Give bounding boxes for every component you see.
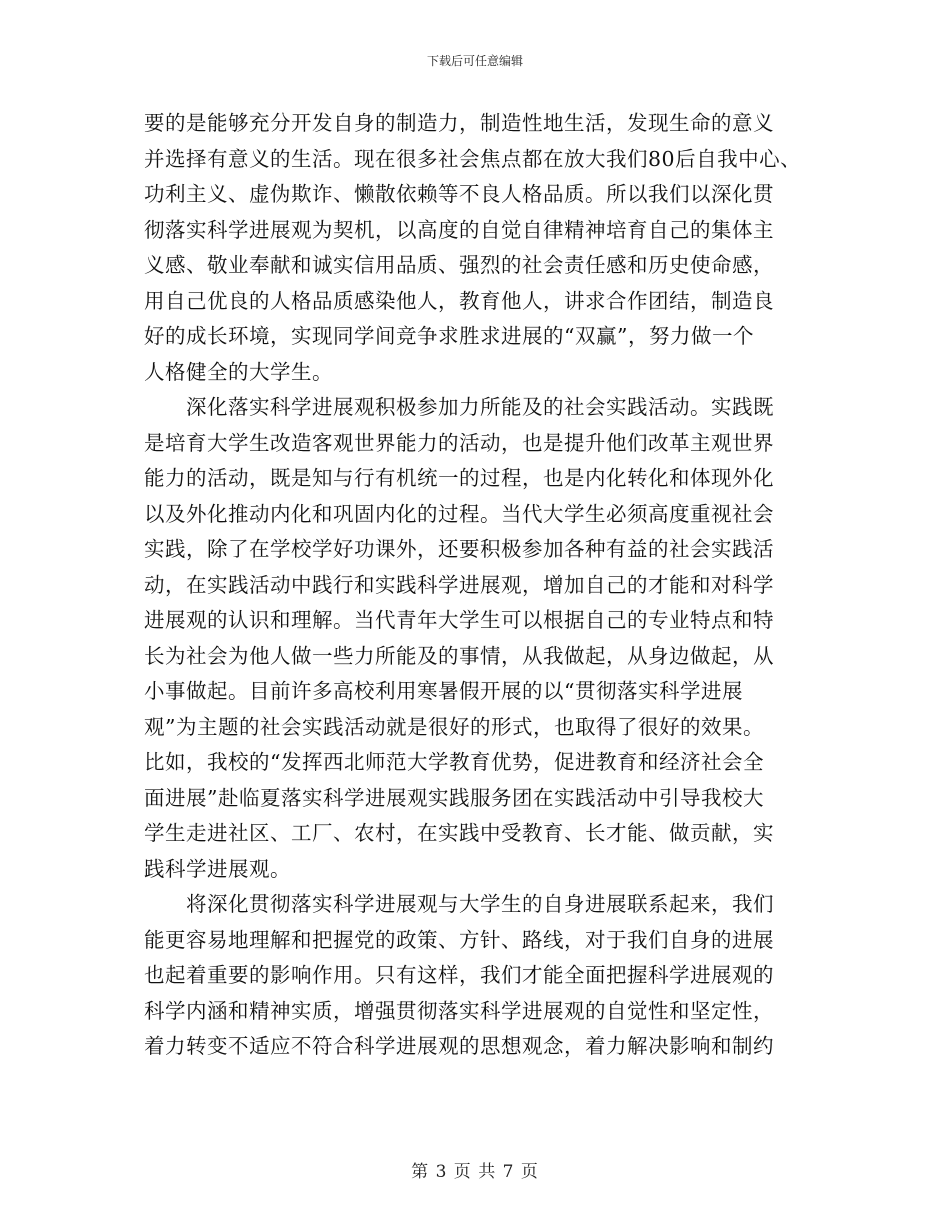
text-line: 践科学进展观。	[144, 856, 291, 881]
text-line: 进展观的认识和理解。当代青年大学生可以根据自己的专业特点和特	[144, 608, 774, 632]
text-line: 功利主义、虚伪欺诈、懒散依赖等不良人格品质。所以我们以深化贯	[144, 182, 774, 206]
text-line: 长为社会为他人做一些力所能及的事情，从我做起，从身边做起，从	[144, 643, 774, 668]
text-line: 要的是能够充分开发自身的制造力，制造性地生活，发现生命的意义	[144, 111, 774, 135]
page-header: 下载后可任意编辑	[426, 54, 523, 68]
text-line: 彻落实科学进展观为契机，以高度的自觉自律精神培育自己的集体主	[144, 217, 774, 242]
text-line: 并选择有意义的生活。现在很多社会焦点都在放大我们80后自我中心、	[144, 146, 802, 171]
text-line: 以及外化推动内化和巩固内化的过程。当代大学生必须高度重视社会	[144, 501, 774, 526]
text-line: 科学内涵和精神实质，增强贯彻落实科学进展观的自觉性和坚定性，	[144, 998, 774, 1023]
text-line: 面进展”赴临夏落实科学进展观实践服务团在实践活动中引导我校大	[144, 785, 764, 810]
text-line: 用自己优良的人格品质感染他人，教育他人，讲求合作团结，制造良	[144, 288, 774, 313]
text-line: 能力的活动，既是知与行有机统一的过程，也是内化转化和体现外化	[144, 466, 774, 490]
text-line: 比如，我校的“发挥西北师范大学教育优势，促进教育和经济社会全	[144, 750, 764, 774]
document-body	[144, 106, 804, 1065]
paragraph-first-line: 将深化贯彻落实科学进展观与大学生的自身进展联系起来，我们	[186, 892, 774, 916]
text-line: 着力转变不适应不符合科学进展观的思想观念，着力解决影响和制约	[144, 1034, 774, 1058]
paragraph-first-line: 深化落实科学进展观积极参加力所能及的社会实践活动。实践既	[186, 395, 774, 419]
text-line: 义感、敬业奉献和诚实信用品质、强烈的社会责任感和历史使命感，	[144, 253, 774, 277]
text-line: 也起着重要的影响作用。只有这样，我们才能全面把握科学进展观的	[144, 963, 774, 987]
page-number-footer: 第 3 页 共 7 页	[411, 1162, 539, 1182]
text-line: 小事做起。目前许多高校利用寒暑假开展的以“贯彻落实科学进展	[144, 679, 743, 703]
text-line: 观”为主题的社会实践活动就是很好的形式，也取得了很好的效果。	[144, 714, 764, 739]
text-line: 学生走进社区、工厂、农村，在实践中受教育、长才能、做贡献，实	[144, 821, 774, 845]
text-line: 实践，除了在学校学好功课外，还要积极参加各种有益的社会实践活	[144, 537, 774, 561]
text-line: 能更容易地理解和把握党的政策、方针、路线，对于我们自身的进展	[144, 927, 774, 952]
text-line: 好的成长环境，实现同学间竞争求胜求进展的“双赢”，努力做一个	[144, 324, 754, 348]
text-line: 是培育大学生改造客观世界能力的活动，也是提升他们改革主观世界	[144, 430, 774, 455]
text-line: 人格健全的大学生。	[144, 359, 333, 384]
text-line: 动，在实践活动中践行和实践科学进展观，增加自己的才能和对科学	[144, 572, 774, 597]
